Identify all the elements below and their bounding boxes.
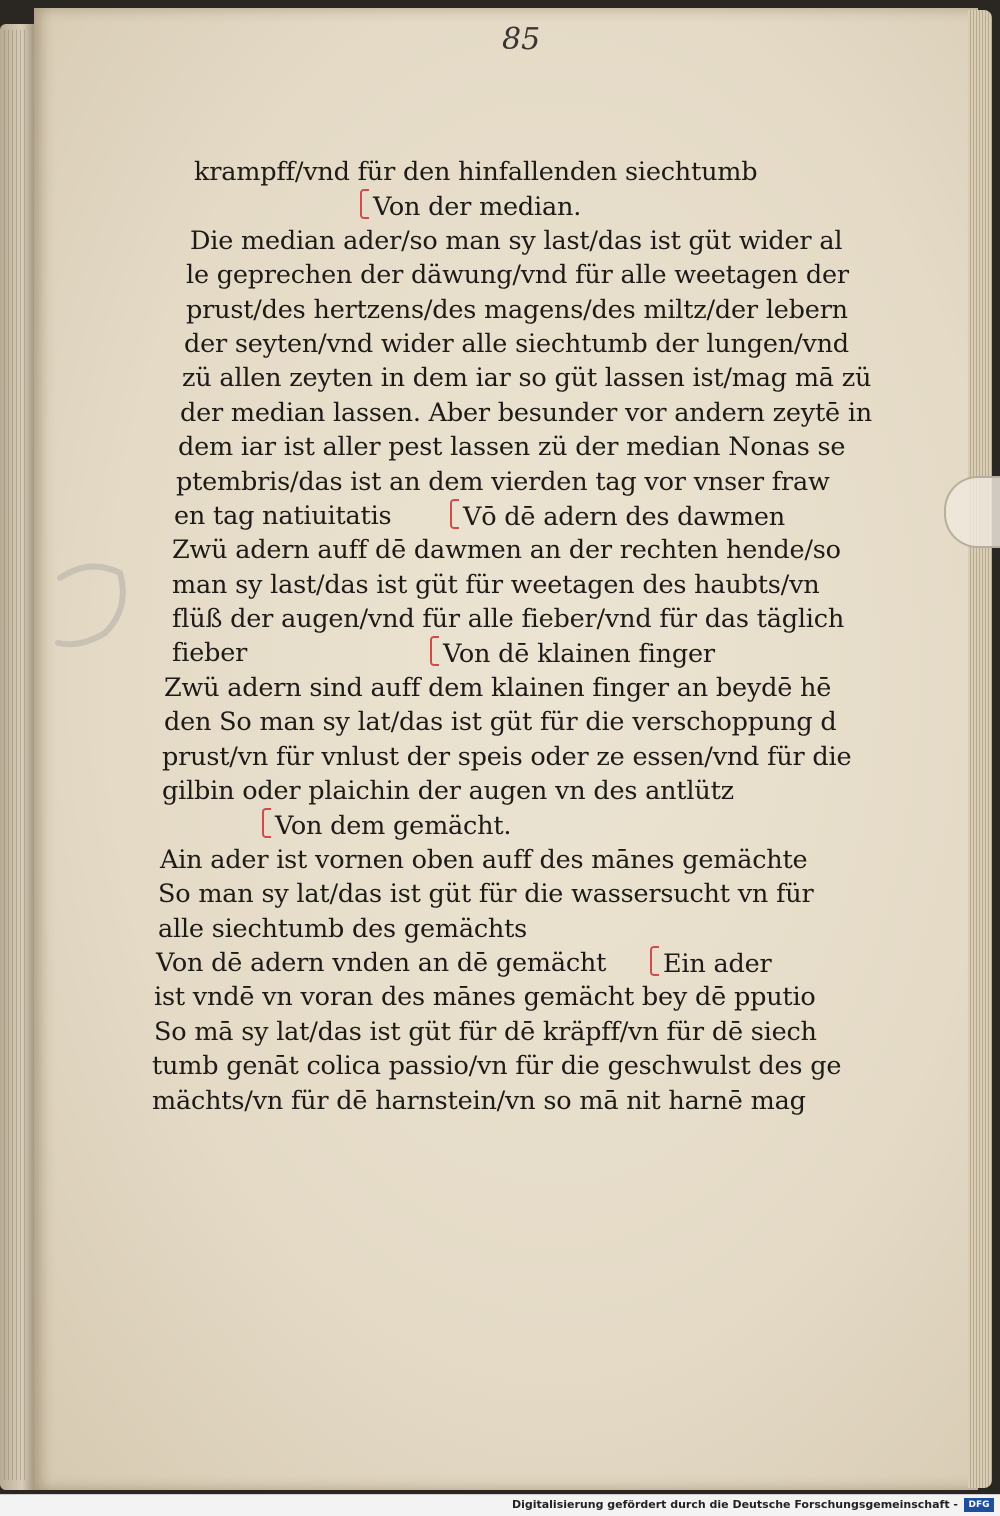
folio-number: 85 xyxy=(502,22,541,57)
line-text: krampff/vnd für den hinfallenden siechtumb xyxy=(194,157,758,187)
line-text: dem iar ist aller pest lassen zü der median Nonas se xyxy=(178,432,846,463)
left-page-lines xyxy=(4,30,26,1480)
text-line xyxy=(150,568,830,602)
line-text: der median lassen. Aber besunder vor andern zeytē in xyxy=(180,397,872,428)
footer-credit: Digitalisierung gefördert durch die Deutsche Forschungsgemeinschaft - xyxy=(511,1498,958,1511)
text-line xyxy=(150,396,872,430)
line-text: flüß der augen/vnd für alle fieber/vnd für das täglich xyxy=(172,604,845,635)
line-text: alle siechtumb des gemächts xyxy=(158,913,528,944)
line-text: ist vndē vn voran des mānes gemächt bey dē pputio xyxy=(154,982,816,1013)
text-line xyxy=(150,361,872,395)
text-block xyxy=(150,155,872,1118)
text-line xyxy=(150,602,845,636)
text-line xyxy=(150,877,830,911)
line-text: prust/des hertzens/des magens/des miltz/der lebern xyxy=(186,294,848,325)
rubric-heading: Von dem gemächt. xyxy=(262,808,511,843)
dfg-logo-icon: DFG xyxy=(964,1498,994,1512)
line-text: Die median ader/so man sy last/das ist güt wider al xyxy=(190,225,843,256)
text-line xyxy=(150,258,849,292)
text-line xyxy=(150,224,843,258)
text-line xyxy=(150,671,830,705)
line-text: mächts/vn für dē harnstein/vn so mā nit harnē mag xyxy=(152,1085,806,1116)
line-text: man sy last/das ist güt für weetagen des haubts/vn xyxy=(172,569,820,600)
rubric-heading: Von der median. xyxy=(360,189,581,224)
text-line xyxy=(150,1084,830,1118)
text-line xyxy=(150,499,830,533)
line-text: zü allen zeyten in dem iar so güt lassen ist/mag mā zü xyxy=(182,363,872,394)
text-line xyxy=(150,636,830,670)
line-text: den So man sy lat/das ist güt für die verschoppung d xyxy=(164,707,837,738)
line-text: Zwü adern auff dē dawmen an der rechten hende/so xyxy=(172,535,841,566)
margin-mark xyxy=(50,548,140,658)
line-text: So mā sy lat/das ist güt für dē kräpff/vn für dē siech xyxy=(154,1016,817,1047)
line-text: en tag natiuitatis xyxy=(174,500,392,531)
text-line xyxy=(150,808,830,842)
text-line xyxy=(150,705,837,739)
text-line xyxy=(150,465,830,499)
rubric-heading: Ein ader xyxy=(650,946,772,981)
text-line xyxy=(150,740,852,774)
text-line xyxy=(150,946,830,980)
line-text: ptembris/das ist an dem vierden tag vor vnser fraw xyxy=(176,466,830,497)
text-line xyxy=(150,1015,830,1049)
text-line xyxy=(150,293,848,327)
bookmark-tab xyxy=(944,476,1000,548)
line-text: prust/vn für vnlust der speis oder ze essen/vnd für die xyxy=(162,741,852,772)
text-line xyxy=(150,774,830,808)
text-line xyxy=(150,327,849,361)
line-text: Zwü adern sind auff dem klainen finger an beydē hē xyxy=(164,672,832,703)
text-line xyxy=(150,843,830,877)
line-text: le geprechen der däwung/vnd für alle weetagen der xyxy=(186,260,849,291)
text-line xyxy=(150,533,841,567)
rubric-heading: Von dē klainen finger xyxy=(430,636,715,671)
line-text: Von dē adern vnden an dē gemächt xyxy=(156,947,607,978)
text-line xyxy=(150,980,830,1014)
text-line xyxy=(150,189,830,223)
rubric-heading: Vō dē adern des dawmen xyxy=(450,499,785,534)
footer-bar xyxy=(0,1494,1000,1516)
text-line xyxy=(150,912,830,946)
line-text: So man sy lat/das ist güt für die wassersucht vn für xyxy=(158,879,814,910)
page-edges xyxy=(968,10,992,1488)
text-line xyxy=(150,155,830,189)
line-text: fieber xyxy=(172,638,248,669)
text-line xyxy=(150,1049,842,1083)
text-line xyxy=(150,430,846,464)
line-text: Ain ader ist vornen oben auff des mānes gemächte xyxy=(160,844,808,875)
line-text: der seyten/vnd wider alle siechtumb der lungen/vnd xyxy=(184,328,849,359)
line-text: tumb genāt colica passio/vn für die geschwulst des ge xyxy=(152,1051,842,1082)
line-text: gilbin oder plaichin der augen vn des antlütz xyxy=(162,776,734,807)
